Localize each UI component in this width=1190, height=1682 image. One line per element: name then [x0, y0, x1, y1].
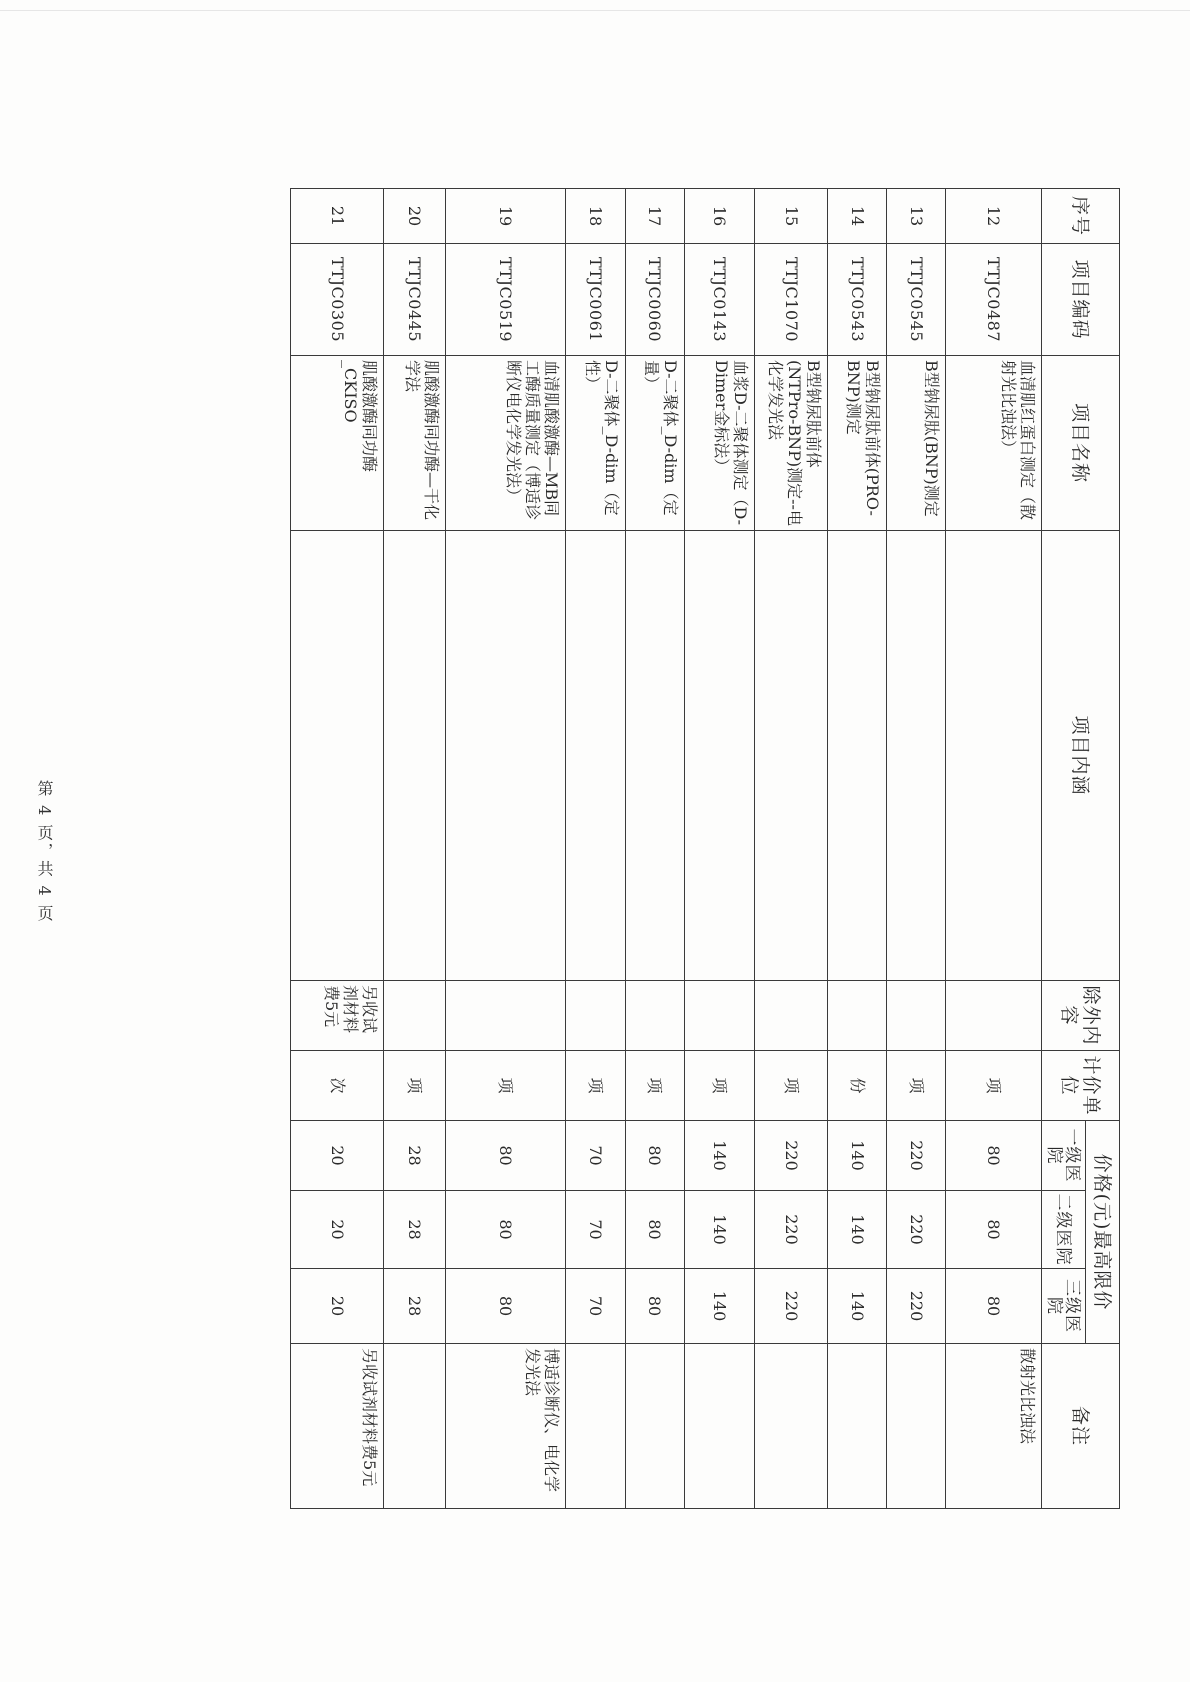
table-row [384, 189, 445, 1509]
cell-exclude [684, 981, 755, 1051]
cell-name: B型钠尿肽前体(NTPro-BNP)测定--电化学发光法 [755, 356, 828, 531]
cell-note [887, 1344, 946, 1509]
cell-exclude [946, 981, 1042, 1051]
cell-unit: 项 [384, 1051, 445, 1121]
header-note: 备注 [1042, 1344, 1120, 1509]
cell-price-level2: 220 [887, 1191, 946, 1269]
cell-price-level2: 220 [755, 1191, 828, 1269]
cell-price-level3: 220 [755, 1269, 828, 1344]
cell-price-level1: 140 [684, 1121, 755, 1191]
cell-exclude [755, 981, 828, 1051]
cell-price-level1: 28 [384, 1121, 445, 1191]
cell-price-level2: 140 [828, 1191, 887, 1269]
cell-price-level1: 220 [755, 1121, 828, 1191]
cell-price-level1: 80 [625, 1121, 684, 1191]
header-price-group: 价格(元)最高限价 [1086, 1121, 1120, 1344]
cell-price-level1: 20 [291, 1121, 384, 1191]
cell-name: 肌酸激酶同功酶_CKISO [291, 356, 384, 531]
cell-content [828, 531, 887, 981]
table-row [445, 189, 566, 1509]
page-number: 第 4 页，共 4 页 [35, 780, 54, 923]
header-name: 项目名称 [1042, 356, 1120, 531]
cell-price-level2: 140 [684, 1191, 755, 1269]
cell-price-level3: 220 [887, 1269, 946, 1344]
cell-note: 散射光比浊法 [946, 1344, 1042, 1509]
cell-price-level2: 80 [946, 1191, 1042, 1269]
cell-exclude [625, 981, 684, 1051]
cell-price-level2: 70 [566, 1191, 625, 1269]
cell-name: B型钠尿肽(BNP)测定 [887, 356, 946, 531]
cell-price-level1: 220 [887, 1121, 946, 1191]
cell-note: 博适诊断仪、电化学发光法 [445, 1344, 566, 1509]
cell-seq: 21 [291, 189, 384, 244]
header-exclude: 除外内容 [1042, 981, 1120, 1051]
cell-code: TTJC0543 [828, 244, 887, 356]
cell-name: 肌酸激酶同功酶—干化学法 [384, 356, 445, 531]
cell-price-level3: 20 [291, 1269, 384, 1344]
cell-note [755, 1344, 828, 1509]
cell-seq: 15 [755, 189, 828, 244]
cell-code: TTJC0545 [887, 244, 946, 356]
cell-note [625, 1344, 684, 1509]
header-unit: 计价单位 [1042, 1051, 1120, 1121]
cell-code: TTJC0061 [566, 244, 625, 356]
table-row [887, 189, 946, 1509]
cell-unit: 项 [946, 1051, 1042, 1121]
table-row [625, 189, 684, 1509]
header-code: 项目编码 [1042, 244, 1120, 356]
cell-name: D-二聚体_D-dim（定量） [625, 356, 684, 531]
table-row [684, 189, 755, 1509]
cell-price-level2: 80 [625, 1191, 684, 1269]
cell-price-level3: 140 [828, 1269, 887, 1344]
cell-unit: 份 [828, 1051, 887, 1121]
cell-content [946, 531, 1042, 981]
cell-content [684, 531, 755, 981]
cell-content [384, 531, 445, 981]
cell-unit: 项 [445, 1051, 566, 1121]
cell-note [828, 1344, 887, 1509]
cell-content [755, 531, 828, 981]
cell-unit: 项 [625, 1051, 684, 1121]
header-level3: 三级医院 [1042, 1269, 1086, 1344]
cell-content [566, 531, 625, 981]
table-row [946, 189, 1042, 1509]
cell-unit: 项 [755, 1051, 828, 1121]
cell-price-level2: 80 [445, 1191, 566, 1269]
cell-seq: 19 [445, 189, 566, 244]
cell-note [566, 1344, 625, 1509]
cell-seq: 20 [384, 189, 445, 244]
cell-name: 血清肌红蛋白测定（散射光比浊法） [946, 356, 1042, 531]
cell-exclude [384, 981, 445, 1051]
cell-price-level3: 70 [566, 1269, 625, 1344]
rotated-table-container [290, 188, 1120, 1508]
cell-content [887, 531, 946, 981]
table-row [755, 189, 828, 1509]
cell-price-level3: 80 [445, 1269, 566, 1344]
cell-price-level3: 80 [625, 1269, 684, 1344]
table-row [291, 189, 384, 1509]
cell-content [625, 531, 684, 981]
cell-price-level1: 70 [566, 1121, 625, 1191]
cell-unit: 项 [684, 1051, 755, 1121]
cell-seq: 12 [946, 189, 1042, 244]
price-table [290, 188, 1120, 1509]
cell-code: TTJC0519 [445, 244, 566, 356]
cell-price-level2: 20 [291, 1191, 384, 1269]
cell-code: TTJC0445 [384, 244, 445, 356]
scan-edge-line [0, 10, 1190, 11]
cell-seq: 16 [684, 189, 755, 244]
cell-price-level1: 80 [946, 1121, 1042, 1191]
cell-exclude [566, 981, 625, 1051]
header-seq: 序号 [1042, 189, 1120, 244]
cell-note: 另收试剂材料费5元 [291, 1344, 384, 1509]
header-content: 项目内涵 [1042, 531, 1120, 981]
cell-code: TTJC0487 [946, 244, 1042, 356]
table-row [566, 189, 625, 1509]
cell-note [684, 1344, 755, 1509]
cell-price-level1: 80 [445, 1121, 566, 1191]
cell-price-level3: 28 [384, 1269, 445, 1344]
cell-name: 血清肌酸激酶—MB同工酶质量测定（博适诊断仪电化学发光法） [445, 356, 566, 531]
cell-code: TTJC1070 [755, 244, 828, 356]
cell-code: TTJC0305 [291, 244, 384, 356]
cell-unit: 项 [566, 1051, 625, 1121]
cell-code: TTJC0143 [684, 244, 755, 356]
cell-name: B型钠尿肽前体(PRO-BNP)测定 [828, 356, 887, 531]
cell-name: 血浆D-二聚体测定（D-Dimer金标法） [684, 356, 755, 531]
cell-content [445, 531, 566, 981]
cell-price-level3: 80 [946, 1269, 1042, 1344]
cell-note [384, 1344, 445, 1509]
cell-code: TTJC0060 [625, 244, 684, 356]
cell-seq: 17 [625, 189, 684, 244]
header-level1: 一级医院 [1042, 1121, 1086, 1191]
cell-name: D-二聚体_D-dim（定性） [566, 356, 625, 531]
table-row [828, 189, 887, 1509]
cell-exclude: 另收试剂材料费5元 [291, 981, 384, 1051]
cell-seq: 13 [887, 189, 946, 244]
header-level2: 二级医院 [1042, 1191, 1086, 1269]
cell-seq: 18 [566, 189, 625, 244]
cell-price-level3: 140 [684, 1269, 755, 1344]
cell-unit: 项 [887, 1051, 946, 1121]
cell-exclude [828, 981, 887, 1051]
cell-unit: 次 [291, 1051, 384, 1121]
cell-price-level2: 28 [384, 1191, 445, 1269]
cell-exclude [445, 981, 566, 1051]
cell-price-level1: 140 [828, 1121, 887, 1191]
cell-exclude [887, 981, 946, 1051]
cell-seq: 14 [828, 189, 887, 244]
cell-content [291, 531, 384, 981]
